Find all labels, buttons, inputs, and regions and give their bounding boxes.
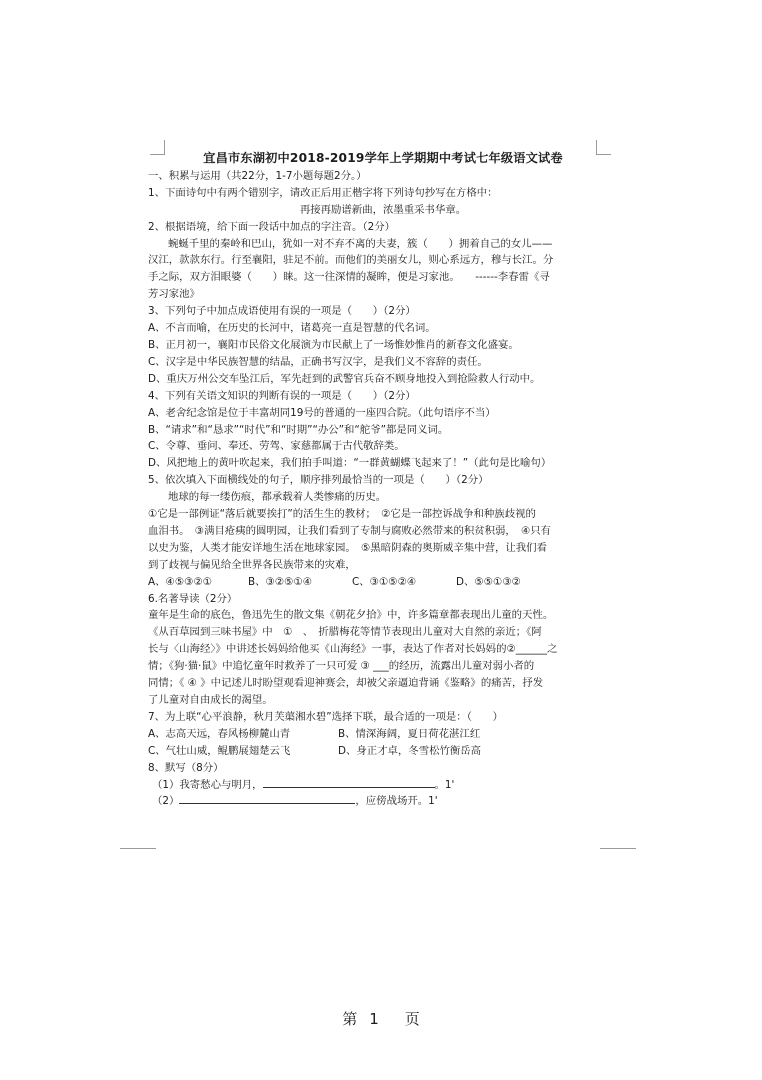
dictation-line-2	[148, 793, 618, 810]
question-6: 6.名著导读（2分）	[148, 592, 238, 605]
option-b: B、情深海阔，夏日荷花湛江红	[338, 727, 481, 740]
option-b: B、③②⑤①④	[248, 575, 313, 588]
dictation-blank[interactable]	[179, 803, 355, 804]
question-6-passage: 童年是生命的底色，鲁迅先生的散文集《朝花夕拾》中，许多篇章都表现出儿童的天性。	[148, 609, 554, 622]
exam-title: 宜昌市东湖初中2018-2019学年上学期期中考试七年级语文试卷	[203, 151, 563, 165]
dictation-suffix: 。1'	[434, 778, 455, 791]
question-1: 1、下面诗句中有两个错别字，请改正后用正楷字将下列诗句抄写在方格中：	[148, 186, 498, 199]
margin-rule-right	[600, 848, 636, 849]
exam-sheet	[148, 150, 618, 810]
question-7-options-row	[148, 726, 618, 743]
page-footer	[0, 1008, 762, 1029]
section-heading: 一、积累与运用（共22分，1-7小题每题2分。）	[148, 169, 367, 182]
page-number: 1	[369, 1010, 379, 1028]
option-d: D、重庆万州公交车坠江后，军先赶到的武警官兵奋不顾身地投入到抢险救人行动中。	[148, 372, 541, 385]
option-c: C、气壮山威，鲲鹏展翅楚云飞	[148, 744, 291, 757]
page-label-post: 页	[404, 1010, 420, 1028]
question-7: 7、为上联“心平浪静，秋月芙蕖湘水碧”选择下联，最合适的一项是：（ ）	[148, 710, 504, 723]
question-8: 8、默写（8分）	[148, 761, 224, 774]
option-a: A、④⑤③②①	[148, 575, 213, 588]
question-2-passage: 蜿蜒千里的秦岭和巴山，犹如一对不弃不离的夫妻，簇（ ）拥着自己的女儿——	[168, 237, 553, 250]
question-3: 3、下列句子中加点成语使用有误的一项是（ ）（2分）	[148, 305, 416, 318]
dictation-line-1	[148, 777, 618, 794]
question-5-intro: 地球的每一缕伤痕，都承载着人类惨痛的历史。	[168, 491, 387, 504]
option-b: B、正月初一，襄阳市民俗文化展演为市民献上了一场惟妙惟肖的新春文化盛宴。	[148, 338, 519, 351]
question-6-passage: 《从百草园到三味书屋》中 ① 、 折腊梅花等情节表现出儿童对大自然的亲近；《阿	[148, 626, 542, 639]
dictation-suffix: ，应傍战场开。1'	[355, 795, 438, 808]
option-c: C、③①⑤②④	[352, 575, 417, 588]
page-label-pre: 第	[342, 1010, 358, 1028]
option-c: C、令尊、垂问、奉还、劳驾、家慈都属于古代敬辞类。	[148, 440, 405, 453]
question-2: 2、根据语境，给下面一段话中加点的字注音。（2分）	[148, 220, 396, 233]
question-4: 4、下列有关语文知识的判断有误的一项是（ ）（2分）	[148, 389, 416, 402]
dictation-prompt: （1）我寄愁心与明月，	[152, 778, 263, 791]
question-5: 5、依次填入下面横线处的句子，顺序排列最恰当的一项是（ ）（2分）	[148, 474, 489, 487]
question-5-passage: 血泪书。 ③满目疮痍的圆明园，让我们看到了专制与腐败必然带来的积贫积弱， ④只有	[148, 524, 552, 537]
question-6-passage: 情；《狗·猫·鼠》中追忆童年时救养了一只可爱 ③ ___的经历，流露出儿童对弱小者的	[148, 660, 535, 673]
question-6-passage: 了儿童对自由成长的渴望。	[148, 694, 273, 706]
option-b: B、“请求”和“恳求”“时代”和“时期”“办公”和“舵爷”都是同义词。	[148, 423, 449, 436]
question-1-text: 再接再励谱新曲，浓墨重采书华章。	[299, 203, 467, 216]
question-5-passage: 以史为鉴，人类才能安详地生活在地球家园。 ⑤黑暗阴森的奥斯威辛集中营，让我们看	[148, 541, 547, 554]
dictation-blank[interactable]	[263, 787, 435, 788]
question-6-passage: 同情；《 ④ 》中记述儿时盼望观看迎神赛会，却被父亲逼迫背诵《鉴略》的痛苦，抒发	[148, 677, 544, 690]
question-5-options	[148, 574, 618, 591]
option-c: C、汉字是中华民族智慧的结晶，正确书写汉字，是我们义不容辞的责任。	[148, 355, 488, 368]
dictation-prompt: （2）	[152, 795, 180, 808]
question-5-passage: ①它是一部例证“落后就要挨打”的活生生的教材； ②它是一部控诉战争和种族歧视的	[148, 508, 536, 521]
question-6-passage: 长与〈山海经〉》中讲述长妈妈给他买《山海经》一事，表达了作者对长妈妈的②______之	[148, 643, 558, 656]
question-5-passage: 到了歧视与偏见给全世界各民族带来的灾难，	[148, 558, 356, 571]
question-2-passage: 汉江，款款东行。行至襄阳，驻足不前。而他们的美丽女儿，则心系远方，穆与长江。分	[148, 254, 554, 267]
option-d: D、⑤⑤①③②	[456, 575, 521, 588]
option-a: A、老舍纪念馆是位于丰富胡同19号的普通的一座四合院。（此句语序不当）	[148, 406, 496, 419]
option-d: D、身正才卓，冬雪松竹衡岳高	[338, 744, 482, 757]
question-2-passage: 芳习家池》	[148, 288, 200, 301]
option-a: A、志高天远，春风杨柳麓山青	[148, 727, 291, 740]
option-d: D、风把地上的黄叶吹起来，我们拍手叫道：“一群黄蝴蝶飞起来了！”（此句是比喻句）	[148, 457, 552, 470]
margin-rule-left	[120, 848, 156, 849]
question-7-options-row	[148, 743, 618, 760]
question-2-passage: 手之际，双方泪眼婆（ ）睐。这一往深情的凝眸，便是习家池。 ------李春雷《寻	[148, 271, 550, 284]
option-a: A、不言而喻，在历史的长河中，诸葛亮一直是智慧的代名词。	[148, 322, 436, 335]
